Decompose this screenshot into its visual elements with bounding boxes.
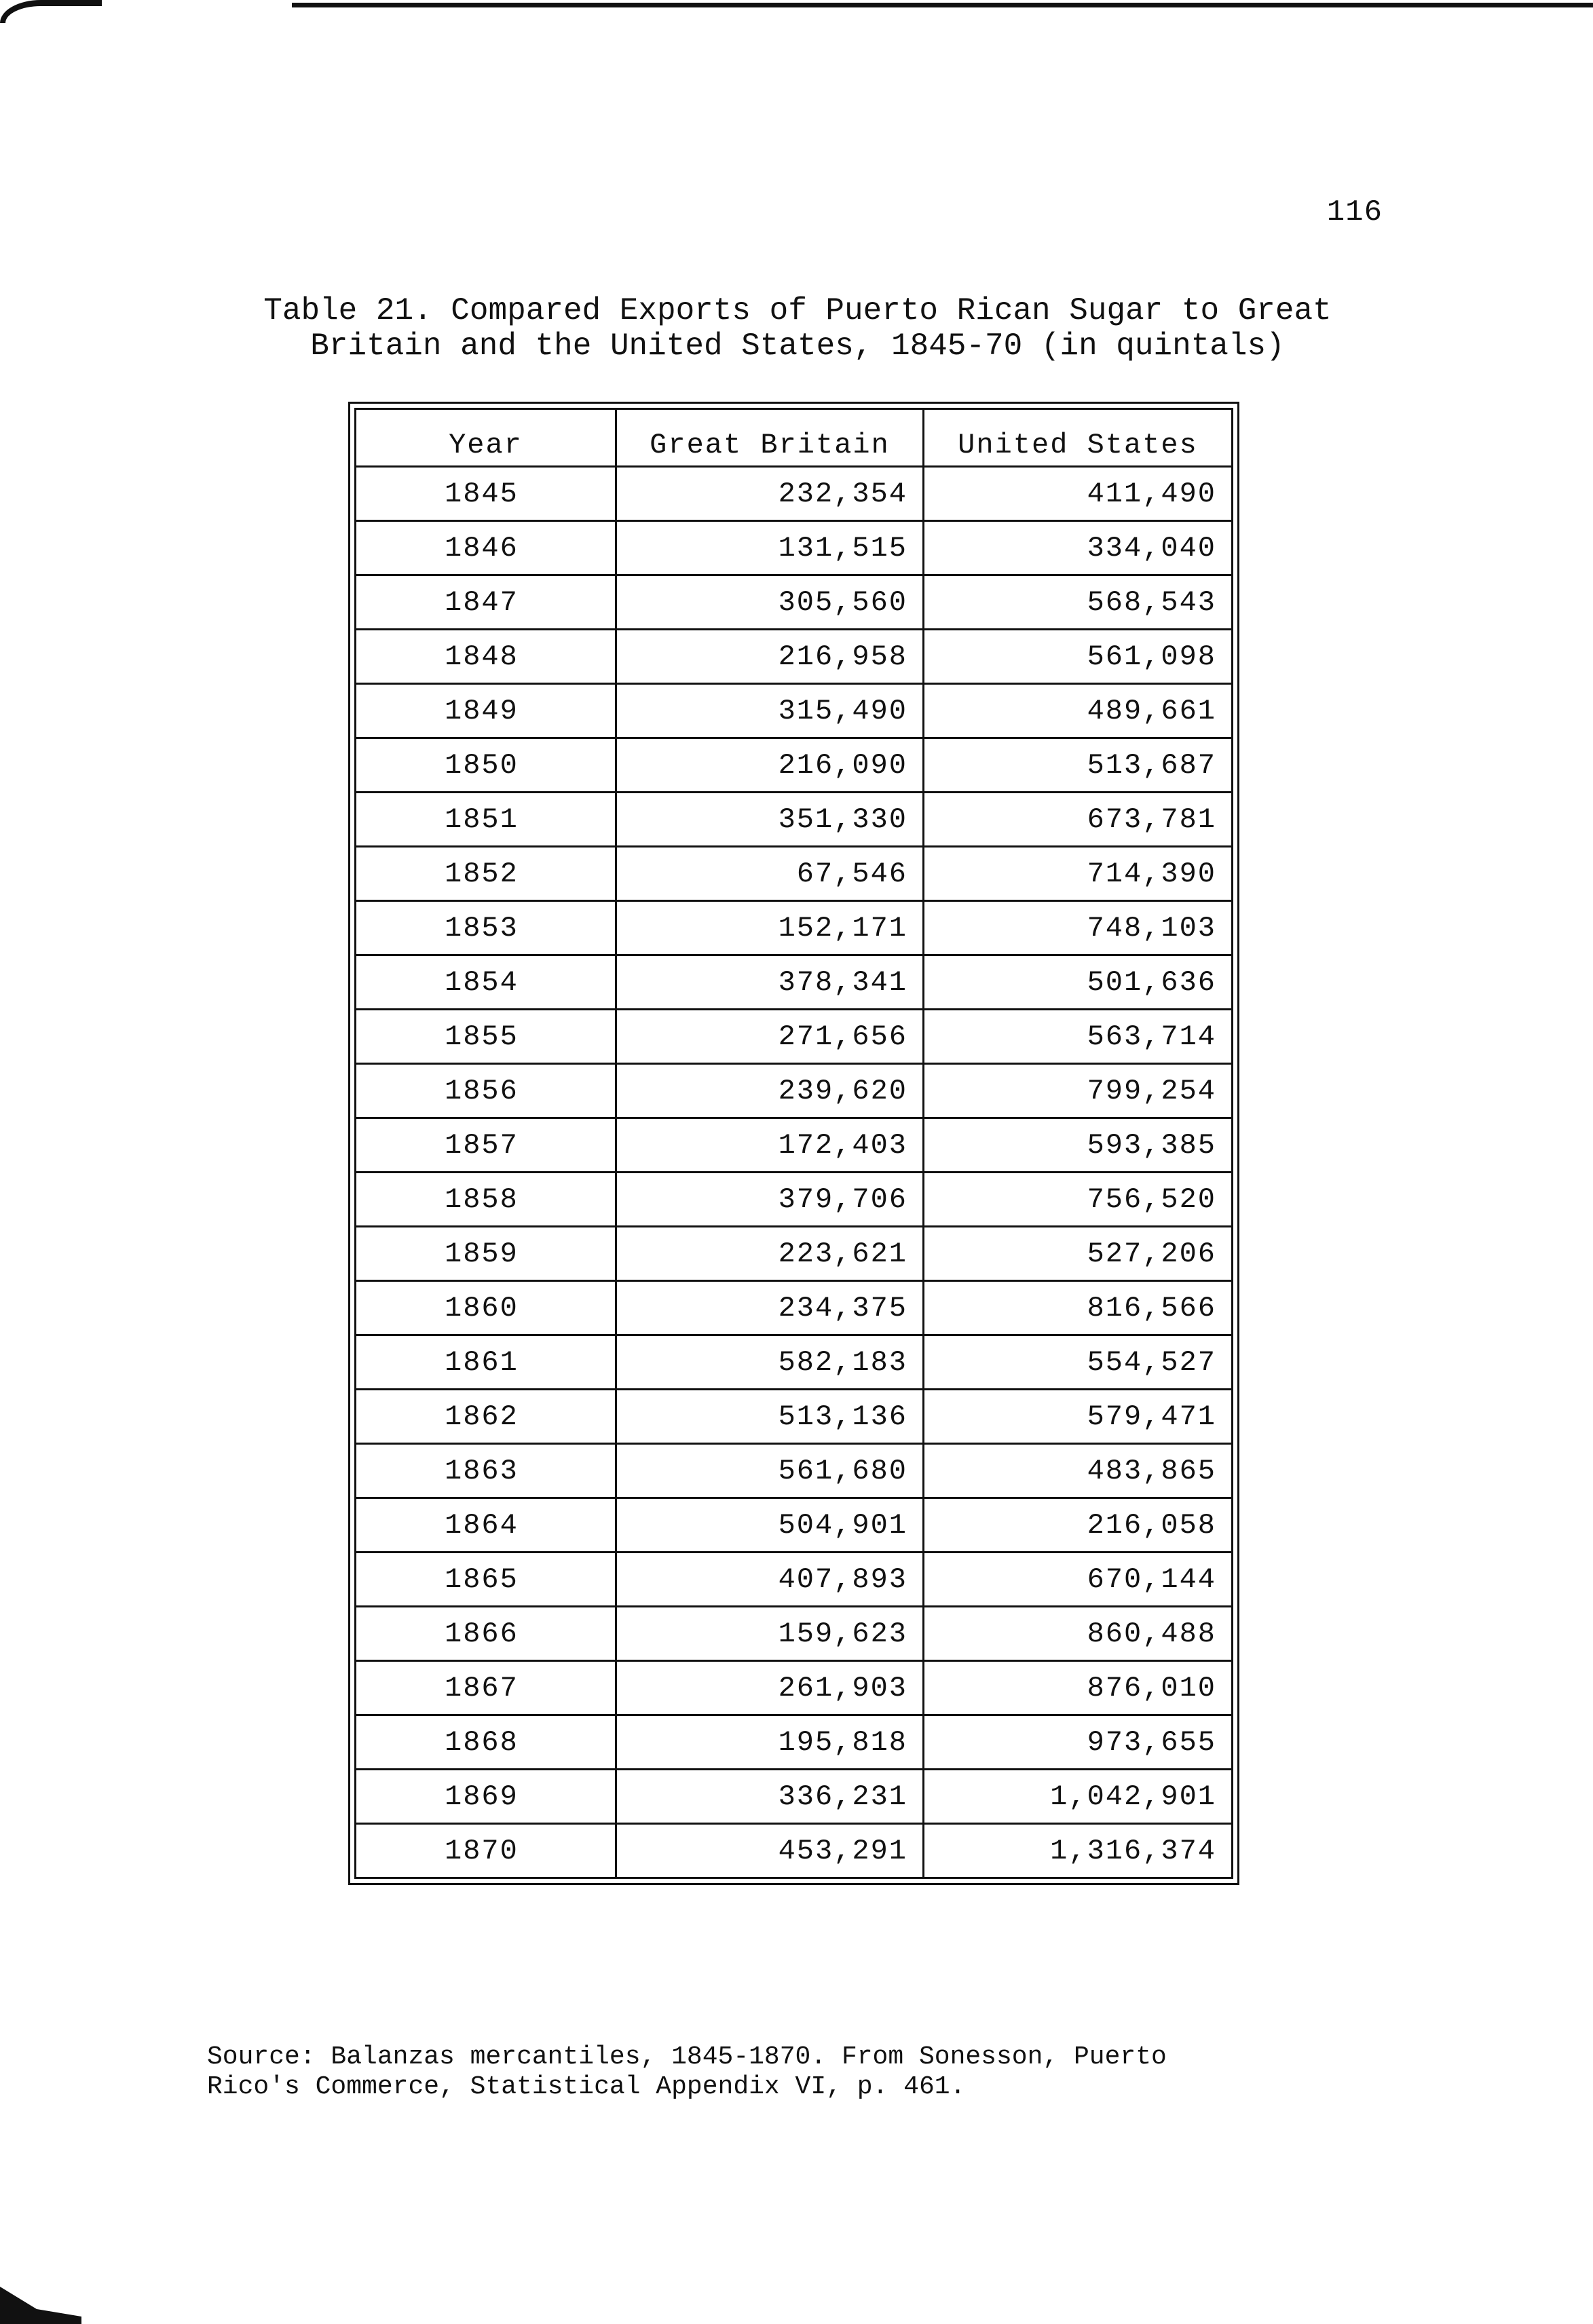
table-row [356,1661,1233,1715]
cell-united-states: 748,103 [924,901,1233,955]
cell-great-britain: 513,136 [616,1390,924,1444]
cell-united-states: 973,655 [924,1715,1233,1770]
cell-united-states: 756,520 [924,1173,1233,1227]
cell-united-states: 1,316,374 [924,1824,1233,1878]
cell-great-britain: 336,231 [616,1770,924,1824]
cell-united-states: 216,058 [924,1498,1233,1552]
cell-year: 1857 [356,1118,616,1173]
cell-year: 1867 [356,1661,616,1715]
table-row [356,1498,1233,1552]
table-row [356,1118,1233,1173]
table-row [356,1335,1233,1390]
cell-united-states: 483,865 [924,1444,1233,1498]
table-row [356,630,1233,684]
table-row [356,1173,1233,1227]
cell-united-states: 568,543 [924,575,1233,630]
cell-great-britain: 407,893 [616,1552,924,1607]
cell-united-states: 876,010 [924,1661,1233,1715]
cell-year: 1848 [356,630,616,684]
cell-united-states: 670,144 [924,1552,1233,1607]
cell-great-britain: 315,490 [616,684,924,738]
source-line-2: Rico's Commerce, Statistical Appendix VI, p. 461. [207,2072,966,2101]
exports-table-frame [348,402,1239,1885]
cell-united-states: 554,527 [924,1335,1233,1390]
cell-great-britain: 216,958 [616,630,924,684]
cell-great-britain: 239,620 [616,1064,924,1118]
cell-year: 1861 [356,1335,616,1390]
cell-united-states: 561,098 [924,630,1233,684]
cell-great-britain: 232,354 [616,467,924,521]
table-row [356,1227,1233,1281]
cell-year: 1869 [356,1770,616,1824]
cell-united-states: 816,566 [924,1281,1233,1335]
cell-year: 1858 [356,1173,616,1227]
cell-great-britain: 261,903 [616,1661,924,1715]
cell-great-britain: 131,515 [616,521,924,575]
table-row [356,738,1233,793]
cell-year: 1847 [356,575,616,630]
table-row [356,1281,1233,1335]
cell-united-states: 860,488 [924,1607,1233,1661]
cell-year: 1845 [356,467,616,521]
cell-great-britain: 172,403 [616,1118,924,1173]
table-row [356,1715,1233,1770]
cell-year: 1846 [356,521,616,575]
table-row [356,955,1233,1010]
table-row [356,467,1233,521]
cell-year: 1855 [356,1010,616,1064]
cell-united-states: 411,490 [924,467,1233,521]
table-caption [170,293,1425,364]
cell-united-states: 579,471 [924,1390,1233,1444]
table-body [356,467,1233,1878]
table-header-row [356,409,1233,467]
cell-great-britain: 234,375 [616,1281,924,1335]
header-united-states: United States [924,409,1233,467]
scan-edge-top [0,0,1593,8]
cell-great-britain: 216,090 [616,738,924,793]
cell-year: 1863 [356,1444,616,1498]
caption-line-2: Britain and the United States, 1845-70 (in quintals) [310,328,1285,364]
exports-table [354,408,1233,1879]
cell-united-states: 527,206 [924,1227,1233,1281]
cell-united-states: 673,781 [924,793,1233,847]
cell-great-britain: 582,183 [616,1335,924,1390]
cell-year: 1862 [356,1390,616,1444]
table-row [356,1824,1233,1878]
scan-corner-top-left [0,0,102,23]
cell-great-britain: 159,623 [616,1607,924,1661]
cell-united-states: 501,636 [924,955,1233,1010]
cell-united-states: 489,661 [924,684,1233,738]
source-note [207,2042,1429,2102]
table-row [356,847,1233,901]
cell-great-britain: 351,330 [616,793,924,847]
cell-great-britain: 223,621 [616,1227,924,1281]
cell-united-states: 593,385 [924,1118,1233,1173]
cell-year: 1852 [356,847,616,901]
cell-united-states: 513,687 [924,738,1233,793]
table-row [356,684,1233,738]
cell-year: 1851 [356,793,616,847]
table-row [356,575,1233,630]
page-number: 116 [1326,195,1383,229]
table-row [356,1444,1233,1498]
scan-border-line [292,3,1593,7]
cell-year: 1850 [356,738,616,793]
table-row [356,793,1233,847]
cell-great-britain: 504,901 [616,1498,924,1552]
cell-year: 1856 [356,1064,616,1118]
cell-united-states: 799,254 [924,1064,1233,1118]
cell-great-britain: 378,341 [616,955,924,1010]
table-row [356,1552,1233,1607]
table-row [356,1607,1233,1661]
cell-great-britain: 195,818 [616,1715,924,1770]
header-year: Year [356,409,616,467]
cell-united-states: 334,040 [924,521,1233,575]
cell-year: 1849 [356,684,616,738]
cell-great-britain: 453,291 [616,1824,924,1878]
cell-year: 1864 [356,1498,616,1552]
cell-united-states: 1,042,901 [924,1770,1233,1824]
caption-line-1: Table 21. Compared Exports of Puerto Rican Sugar to Great [263,293,1332,328]
cell-great-britain: 561,680 [616,1444,924,1498]
cell-great-britain: 67,546 [616,847,924,901]
cell-year: 1860 [356,1281,616,1335]
table-row [356,1010,1233,1064]
scan-corner-bottom-left [0,2287,81,2324]
cell-year: 1859 [356,1227,616,1281]
cell-united-states: 714,390 [924,847,1233,901]
cell-united-states: 563,714 [924,1010,1233,1064]
cell-year: 1868 [356,1715,616,1770]
cell-year: 1865 [356,1552,616,1607]
cell-great-britain: 152,171 [616,901,924,955]
table-row [356,1390,1233,1444]
cell-great-britain: 271,656 [616,1010,924,1064]
cell-year: 1866 [356,1607,616,1661]
cell-year: 1854 [356,955,616,1010]
cell-great-britain: 305,560 [616,575,924,630]
header-great-britain: Great Britain [616,409,924,467]
cell-year: 1853 [356,901,616,955]
cell-great-britain: 379,706 [616,1173,924,1227]
table-row [356,521,1233,575]
table-row [356,901,1233,955]
table-row [356,1770,1233,1824]
table-row [356,1064,1233,1118]
source-line-1: Source: Balanzas mercantiles, 1845-1870. From Sonesson, Puerto [207,2042,1167,2072]
cell-year: 1870 [356,1824,616,1878]
